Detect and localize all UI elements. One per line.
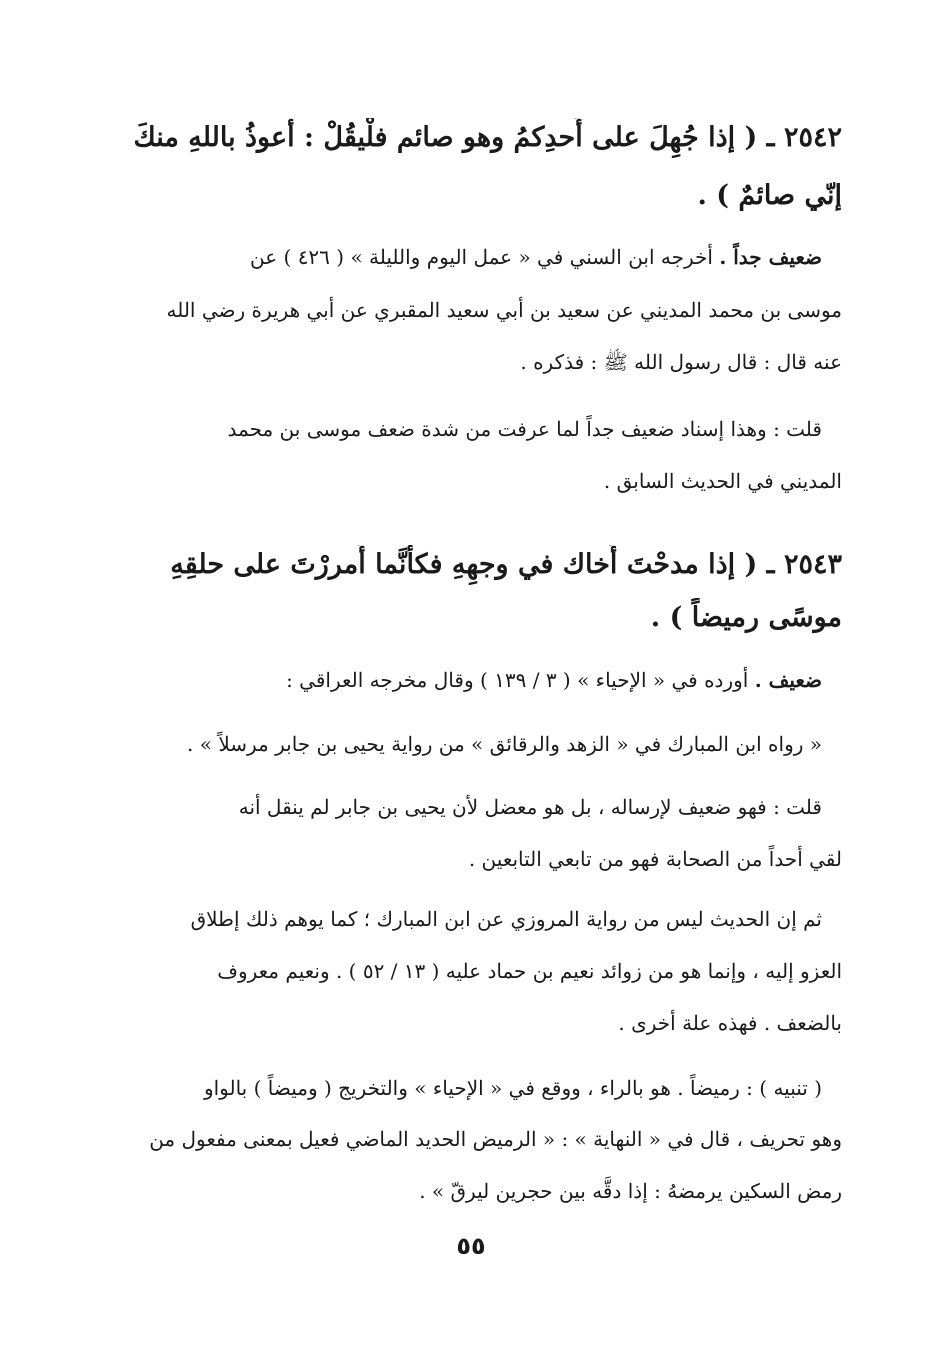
hadith-2542-comment-line-2: المديني في الحديث السابق . <box>603 469 842 493</box>
hadith-2543-further-line-2: العزو إليه ، وإنما هو من زوائد نعيم بن حماد عليه ( ١٣ / ٥٢ ) . ونعيم معروف <box>217 959 842 983</box>
grading-text: أخرجه ابن السني في « عمل اليوم والليلة » ( ٤٢٦ ) عن <box>250 245 713 269</box>
hadith-2543-heading-line-1: ٢٥٤٣ ـ ( إذا مدحْتَ أَخاك في وجهِهِ فكأنَّما أَمررْتَ على حلقِهِ <box>170 549 842 580</box>
hadith-2543-further-line-3: بالضعف . فهذه علة أخرى . <box>618 1011 842 1035</box>
hadith-2543-note-line-1: ( تنبيه ) : رميضاً . هو بالراء ، ووقع في « الإحياء » والتخريج ( وميضاً ) بالواو <box>203 1076 822 1100</box>
hadith-2543-comment-line-2: لقي أحداً من الصحابة فهو من تابعي التابعين . <box>468 847 842 871</box>
hadith-2543-quote-line-1: « رواه ابن المبارك في « الزهد والرقائق » من رواية يحيى بن جابر مرسلاً » . <box>187 732 822 756</box>
hadith-2542-heading-line-2: إنّي صائمٌ ) . <box>697 180 842 211</box>
hadith-2543-note-line-2: وهو تحريف ، قال في « النهاية » : « الرميض الحديد الماضي فعيل بمعنى مفعول من <box>149 1127 842 1151</box>
hadith-2542-heading-line-1: ٢٥٤٢ ـ ( إذا جُهِلَ على أَحدِكمُ وهو صائم فلْيقُلْ : أعوذُ باللهِ منكَ <box>133 122 842 153</box>
grading-lead: ضعيف جداً . <box>719 245 822 269</box>
hadith-2542-grading-line-3: عنه قال : قال رسول الله ﷺ : فذكره . <box>520 350 842 374</box>
hadith-2543-comment-line-1: قلت : فهو ضعيف لإرساله ، بل هو معضل لأن يحيى بن جابر لم ينقل أنه <box>238 795 822 819</box>
hadith-2542-grading-line-2: موسى بن محمد المديني عن سعيد بن أبي سعيد المقبري عن أبي هريرة رضي الله <box>166 298 842 322</box>
hadith-2543-further-line-1: ثم إن الحديث ليس من رواية المروزي عن ابن المبارك ؛ كما يوهم ذلك إطلاق <box>190 907 822 931</box>
page-number: ٥٥ <box>456 1232 486 1260</box>
grading-text: أورده في « الإحياء » ( ٣ / ١٣٩ ) وقال مخرجه العراقي : <box>286 668 749 692</box>
hadith-2543-heading-line-2: موسًى رميضاً ) . <box>650 602 842 633</box>
grading-lead: ضعيف . <box>754 668 822 692</box>
hadith-2543-note-line-3: رمض السكين يرمضهُ : إذا دقَّه بين حجرين ليرقّ » . <box>419 1179 842 1203</box>
hadith-2542-comment-line-1: قلت : وهذا إسناد ضعيف جداً لما عرفت من شدة ضعف موسى بن محمد <box>227 417 822 441</box>
hadith-2542-grading-line-1 <box>100 240 822 274</box>
hadith-2543-grading-line-1 <box>100 663 822 697</box>
